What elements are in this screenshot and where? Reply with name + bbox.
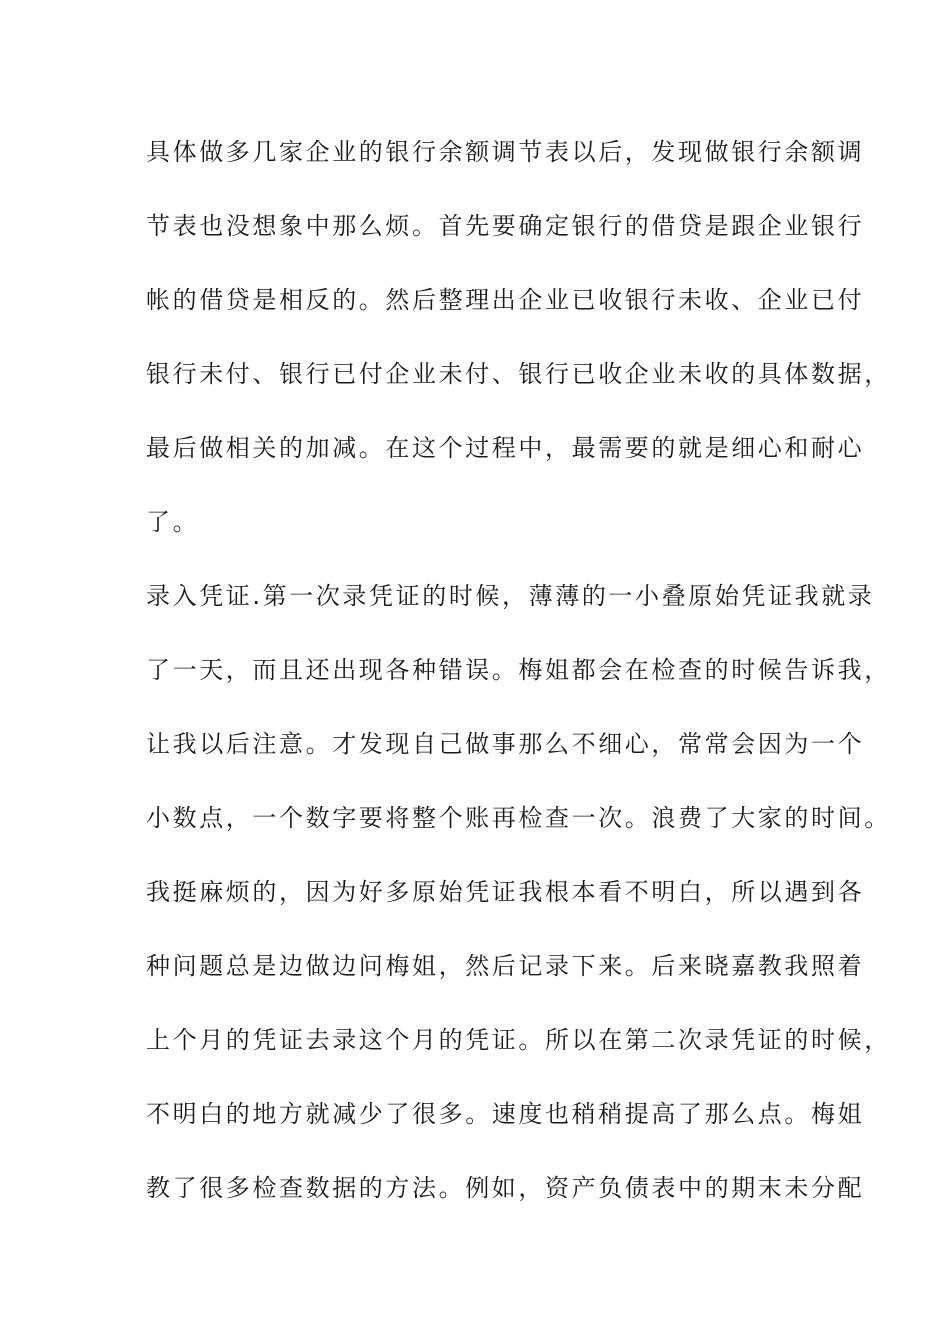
text-line: 我挺麻烦的，因为好多原始凭证我根本看不明白，所以遇到各 [146,878,865,906]
text-line: 不明白的地方就减少了很多。速度也稍稍提高了那么点。梅姐 [146,1100,865,1128]
text-line: 种问题总是边做边问梅姐，然后记录下来。后来晓嘉教我照着 [146,952,865,980]
text-line: 节表也没想象中那么烦。首先要确定银行的借贷是跟企业银行 [146,212,865,240]
text-line: 银行未付、银行已付企业未付、银行已收企业未收的具体数据， [146,360,891,388]
text-line: 了。 [146,508,200,536]
text-line: 最后做相关的加减。在这个过程中，最需要的就是细心和耐心 [146,434,865,462]
text-line: 帐的借贷是相反的。然后整理出企业已收银行未收、企业已付 [146,286,865,314]
text-line: 教了很多检查数据的方法。例如，资产负债表中的期末未分配 [146,1174,865,1202]
text-line: 了一天，而且还出现各种错误。梅姐都会在检查的时候告诉我， [146,656,891,684]
text-line: 小数点，一个数字要将整个账再检查一次。浪费了大家的时间。 [146,804,891,832]
text-line: 具体做多几家企业的银行余额调节表以后，发现做银行余额调 [146,138,865,166]
text-line: 上个月的凭证去录这个月的凭证。所以在第二次录凭证的时候， [146,1026,891,1054]
text-line: 录入凭证.第一次录凭证的时候，薄薄的一小叠原始凭证我就录 [146,582,875,610]
text-line: 让我以后注意。才发现自己做事那么不细心，常常会因为一个 [146,730,865,758]
